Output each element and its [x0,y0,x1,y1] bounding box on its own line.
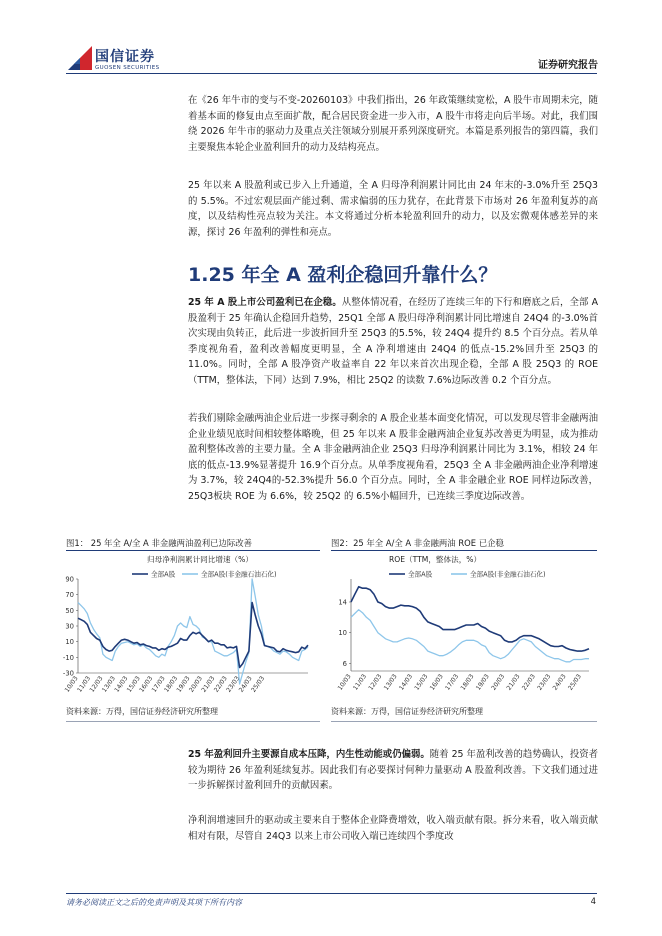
fig2-series-line-1 [351,587,589,651]
fig1-xtick-label: 25/03 [250,675,267,694]
section-title: 1.25 年全 A 盈利企稳回升靠什么？ [188,264,498,286]
fig1-xtick-label: 19/03 [175,675,192,694]
fig1-xtick-label: 24/03 [237,675,254,694]
fig1-ytick-label: 50 [65,606,74,615]
figure-1-source: 资料来源：万得，国信证券经济研究所整理 [66,707,218,716]
body-paragraph-3-lead: 25 年盈利回升主要源自成本压降，内生性动能或仍偏弱。 [188,749,430,760]
intro-paragraph-1: 在《26 年牛市的变与不变-20260103》中我们指出，26 年政策继续宽松，A 股牛市周期未完，随着基本面的修复由点至面扩散，配合居民资金进一步入市，A 股牛市将走向后半场。对此，我们围绕 2026 年牛市的驱动力及重点关注领域分别展开系列深度研究。本篇是系列报告的第四篇，我们主要聚焦本轮企业盈利回升的动力及结构亮点。 [188,95,598,153]
fig1-xtick-label: 21/03 [200,675,217,694]
figure-2-caption: 图2：25 年全 A/全 A 非金融两油 ROE 已企稳 [331,538,504,548]
fig1-ytick-label: -30 [62,669,74,678]
fig1-legend-label-1: 全部A股 [151,570,176,579]
fig1-xtick-label: 10/03 [63,675,80,694]
body-paragraph-1-text: 从整体情况看，在经历了连续三年的下行和磨底之后，全部 A 股盈利于 25 年确认企稳回升趋势，25Q1 全部 A 股归母净利润累计同比增速自 24Q4 的-3.0%首次实现由负转正，此后进一步波折回升至 25Q3 的5.5%，较 24Q4 提升约 8.5 个百分点。若从单季度视角看，盈利改善幅度更明显，全 A 净利增速由 24Q4 的低点-15.2%回升至 25Q3 的 11.0%。同时，全部 A 股净资产收益率自 22 年以来首次出现企稳，全部 A 股 25Q3 的 ROE（TTM，整体法，下同）达到 7.9%，相比 25Q2 的读数 7.6%边际改善 0.2 个百分点。 [188,297,598,386]
fig2-legend-label-2: 全部A股(非金融石油石化) [470,570,546,579]
figure-2-chart [331,553,595,703]
figure-2-top-rule [331,550,597,551]
fig2-xtick-label: 10/03 [336,673,353,692]
figure-1-top-rule [66,550,320,551]
fig2-title: ROE（TTM，整体法，%） [389,555,482,564]
fig2-ytick-label: 14 [338,598,347,607]
logo-cn-text: 国信证券 [95,49,155,65]
fig1-xtick-label: 23/03 [225,675,242,694]
footer-disclaimer: 请务必阅读正文之后的免责声明及其项下所有内容 [66,898,242,907]
report-type-label: 证券研究报告 [538,60,598,71]
fig2-xtick-label: 16/03 [428,673,445,692]
body-paragraph-1-lead: 25 年 A 股上市公司盈利已在企稳。 [188,297,342,308]
fig2-xtick-label: 18/03 [459,673,476,692]
fig1-legend-label-2: 全部A股(非金融石油石化) [201,570,277,579]
fig1-xtick-label: 11/03 [76,675,93,694]
fig1-xtick-label: 12/03 [88,675,105,694]
fig2-xtick-label: 19/03 [474,673,491,692]
logo-en-text: GUOSEN SECURITIES [95,65,160,71]
fig2-xtick-label: 15/03 [413,673,430,692]
figure-1-chart [62,553,326,703]
page-header [0,0,662,85]
intro-paragraph-2: 25 年以来 A 股盈利或已步入上升通道，全 A 归母净利润累计同比由 24 年末的-3.0%升至 25Q3 的 5.5%。不过宏观层面产能过剩、需求偏弱的压力犹存，在此背景下市场对 26 年盈利复苏的高度，以及结构性亮点较为关注。本文将通过分析本轮盈利回升的动力，以及宏微观体感差异的来源，探讨 26 年盈利的弹性和亮点。 [188,180,598,238]
fig2-xtick-label: 17/03 [444,673,461,692]
fig2-series-line-2 [351,610,589,662]
fig2-xtick-label: 25/03 [566,673,583,692]
fig2-xtick-label: 11/03 [352,673,368,692]
fig2-xtick-label: 24/03 [551,673,568,692]
fig1-xtick-label: 13/03 [100,675,117,694]
fig2-xtick-label: 20/03 [490,673,507,692]
page-number: 4 [590,897,596,907]
fig1-xtick-label: 14/03 [113,675,130,694]
body-paragraph-3 [188,747,598,794]
fig1-ytick-label: 10 [65,638,74,647]
fig1-ytick-label: 70 [65,591,74,600]
fig1-xtick-label: 16/03 [138,675,155,694]
fig1-xtick-label: 17/03 [150,675,167,694]
fig2-legend-label-1: 全部A股 [408,570,433,579]
fig1-ytick-label: 30 [65,622,74,631]
logo-mark-icon [66,44,94,74]
fig1-title: 归母净利润累计同比增速（%） [147,555,253,564]
fig2-xtick-label: 14/03 [398,673,415,692]
fig2-xtick-label: 12/03 [367,673,384,692]
fig2-xtick-label: 21/03 [505,673,522,692]
fig1-xtick-label: 15/03 [125,675,142,694]
fig1-xtick-label: 18/03 [163,675,180,694]
fig2-xtick-label: 23/03 [536,673,553,692]
fig1-xtick-label: 22/03 [212,675,229,694]
fig1-ytick-label: 90 [65,575,74,584]
body-paragraph-1 [188,295,598,389]
fig1-xtick-label: 20/03 [187,675,204,694]
footer-divider [66,893,597,894]
body-paragraph-2: 若我们剔除金融两油企业后进一步探寻剩余的 A 股企业基本面变化情况，可以发现尽管非金融两油企业业绩见底时间相较整体略晚，但 25 年以来 A 股非金融两油企业复苏改善更为明显，成为推动盈利整体改善的主要力量。全 A 非金融两油企业 25Q3 归母净利润累计同比为 3.1%，相较 24 年底的低点-13.9%显著提升 16.9个百分点。从单季度视角看，25Q3 全 A 非金融两油企业净利增速为 3.7%，较 24Q4的-52.3%提升 56.0 个百分点。同时，全 A 非金融企业 ROE 同样边际改善，25Q3板块 ROE 为 6.6%，较 25Q2 的 6.5%小幅回升，已连续三季度边际改善。 [188,413,598,502]
fig1-ytick-label: -10 [62,653,74,662]
figure-1-caption: 图1： 25 年全 A/全 A 非金融两油盈利已边际改善 [66,538,252,548]
fig2-xtick-label: 22/03 [520,673,537,692]
fig2-ytick-label: 10 [338,629,347,638]
fig2-ytick-label: 6 [342,659,347,668]
figure-2-source: 资料来源：万得，国信证券经济研究所整理 [331,707,483,716]
header-divider [66,73,597,74]
figure-2-bottom-rule [331,721,597,722]
fig2-xtick-label: 13/03 [382,673,399,692]
figure-1-bottom-rule [66,721,320,722]
body-paragraph-3-text: 随着 25 年盈利改善的趋势确认，投资者较为期待 26 年盈利延续复苏。因此我们有必要探讨何种力量驱动 A 股盈利改善。下文我们通过进一步拆解探讨盈利回升的贡献因素。 [188,749,598,792]
body-paragraph-4: 净利润增速回升的驱动或主要来自于整体企业降费增效，收入端贡献有限。拆分来看，收入端贡献相对有限，尽管自 24Q3 以来上市公司收入端已连续四个季度改 [188,815,598,842]
